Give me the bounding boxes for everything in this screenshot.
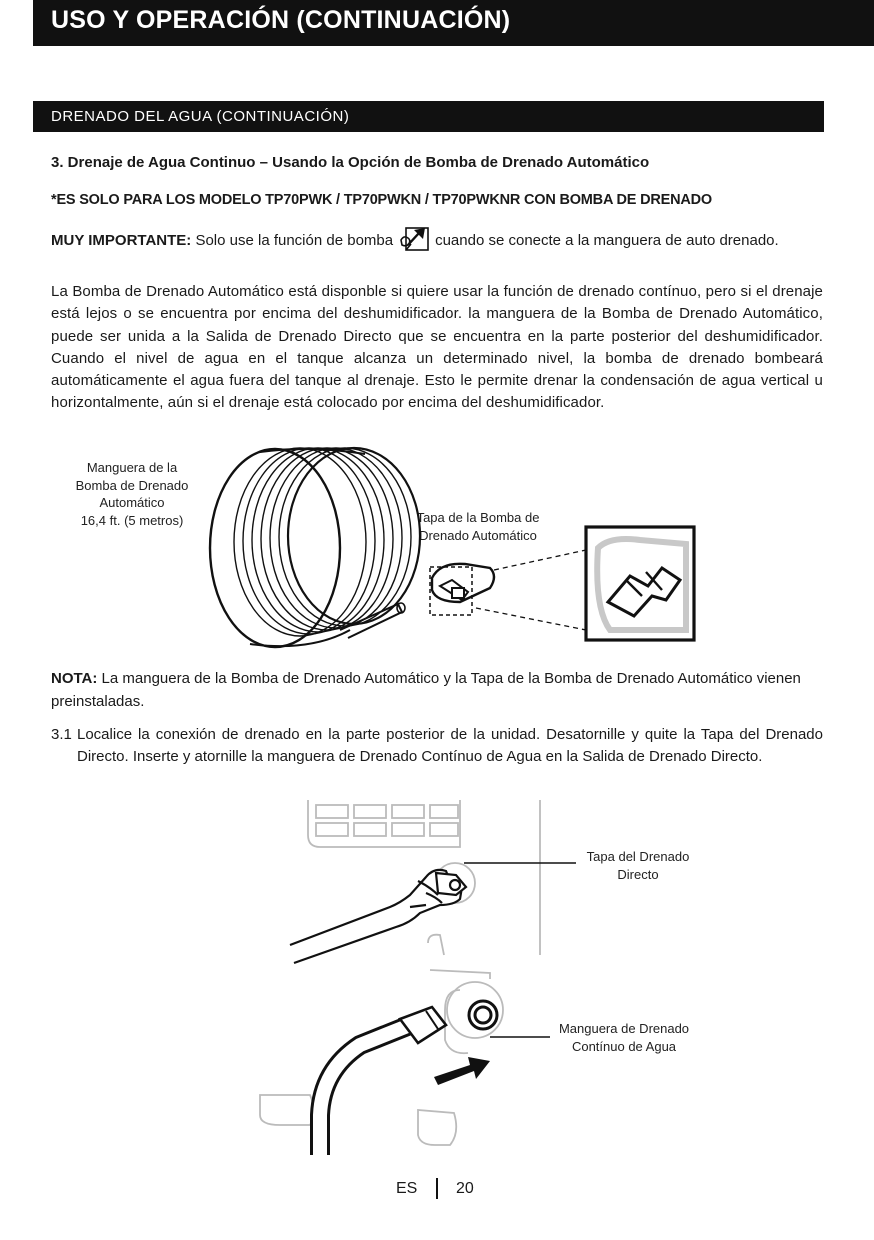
step-3-1 <box>51 724 823 769</box>
page-number: 20 <box>456 1180 474 1197</box>
important-label: MUY IMPORTANTE: <box>51 232 192 249</box>
continuous-hose-caption-line: Manguera de Drenado <box>558 1021 690 1036</box>
direct-drain-cap-caption-line: Directo <box>617 866 659 882</box>
hose-caption-line: Automático <box>99 495 165 510</box>
step-3-1-text: Localice la conexión de drenado en la parte posterior de la unidad. Desatornille y quite la Tapa del Drenado Directo. Inserte y atornille la manguera de Drenado Contínuo de Agua en la Salida de Drenado Directo. <box>77 726 823 766</box>
hose-caption <box>58 459 206 529</box>
important-text-after: cuando se conecte a la manguera de auto drenado. <box>435 232 779 249</box>
pump-icon <box>397 226 431 252</box>
important-note <box>51 226 823 252</box>
section-title: DRENADO DEL AGUA (CONTINUACIÓN) <box>51 108 350 125</box>
footer-divider <box>436 1178 438 1199</box>
continuous-hose-caption <box>546 1020 702 1055</box>
pump-description-paragraph: La Bomba de Drenado Automático está disponble si quiere usar la función de drenado contínuo, pero si el drenaje está lejos o se encuentra por encima del deshumidificador. la manguera de la Bomba de Drenado Automático, puede ser unida a la Salida de Drenado Directo que se encuentra en la parte posterior del deshumidificador. Cuando el nivel de agua en el tanque alcanza un determinado nivel, la bomba de drenado bombeará automáticamente el agua fuera del tanque al drenaje. Esto le permite drenar la condensación de agua vertical u horizontalmente, aún si el drenaje está colocado por encima del deshumidificador. <box>51 283 823 412</box>
pump-cap-small <box>430 564 494 615</box>
models-note: *ES SOLO PARA LOS MODELO TP70PWK / TP70PWKN / TP70PWKNR CON BOMBA DE DRENADO <box>51 192 712 208</box>
footer-language: ES <box>396 1180 418 1197</box>
note-text: La manguera de la Bomba de Drenado Automático y la Tapa de la Bomba de Drenado Automático vienen preinstaladas. <box>51 670 801 710</box>
insert-arrow-icon <box>434 1057 490 1085</box>
drain-outlet <box>469 1001 497 1029</box>
page-header-bar <box>33 0 874 46</box>
direct-drain-cap-caption-line: Tapa del Drenado <box>586 849 690 864</box>
pump-cap-caption-line: Drenado Automático <box>419 527 537 543</box>
step-3-heading: 3. Drenaje de Agua Continuo – Usando la Opción de Bomba de Drenado Automático <box>51 154 650 171</box>
continuous-drain-hose <box>320 1007 446 1155</box>
direct-drain-cap-caption <box>568 848 708 883</box>
continuous-hose-caption-line: Contínuo de Agua <box>571 1038 677 1054</box>
pump-cap-zoom-inset <box>586 527 694 640</box>
important-text-before: Solo use la función de bomba <box>191 232 394 249</box>
preinstalled-note <box>51 668 823 713</box>
unit-back-panel-lower <box>260 970 503 1145</box>
section-header-bar <box>33 101 824 132</box>
hose-caption-line: Manguera de la <box>86 460 178 475</box>
pump-cap-caption-line: Tapa de la Bomba de <box>416 510 540 525</box>
coiled-hose-illustration <box>210 448 420 647</box>
note-label: NOTA: <box>51 670 98 687</box>
page-title: USO Y OPERACIÓN (CONTINUACIÓN) <box>51 6 511 34</box>
direct-drain-cap-small <box>436 873 466 895</box>
hose-caption-line: Bomba de Drenado <box>75 477 189 493</box>
step-3-1-number: 3.1 <box>51 726 72 743</box>
hose-caption-line: 16,4 ft. (5 metros) <box>80 512 184 528</box>
hose-and-cap-figure <box>190 440 710 655</box>
